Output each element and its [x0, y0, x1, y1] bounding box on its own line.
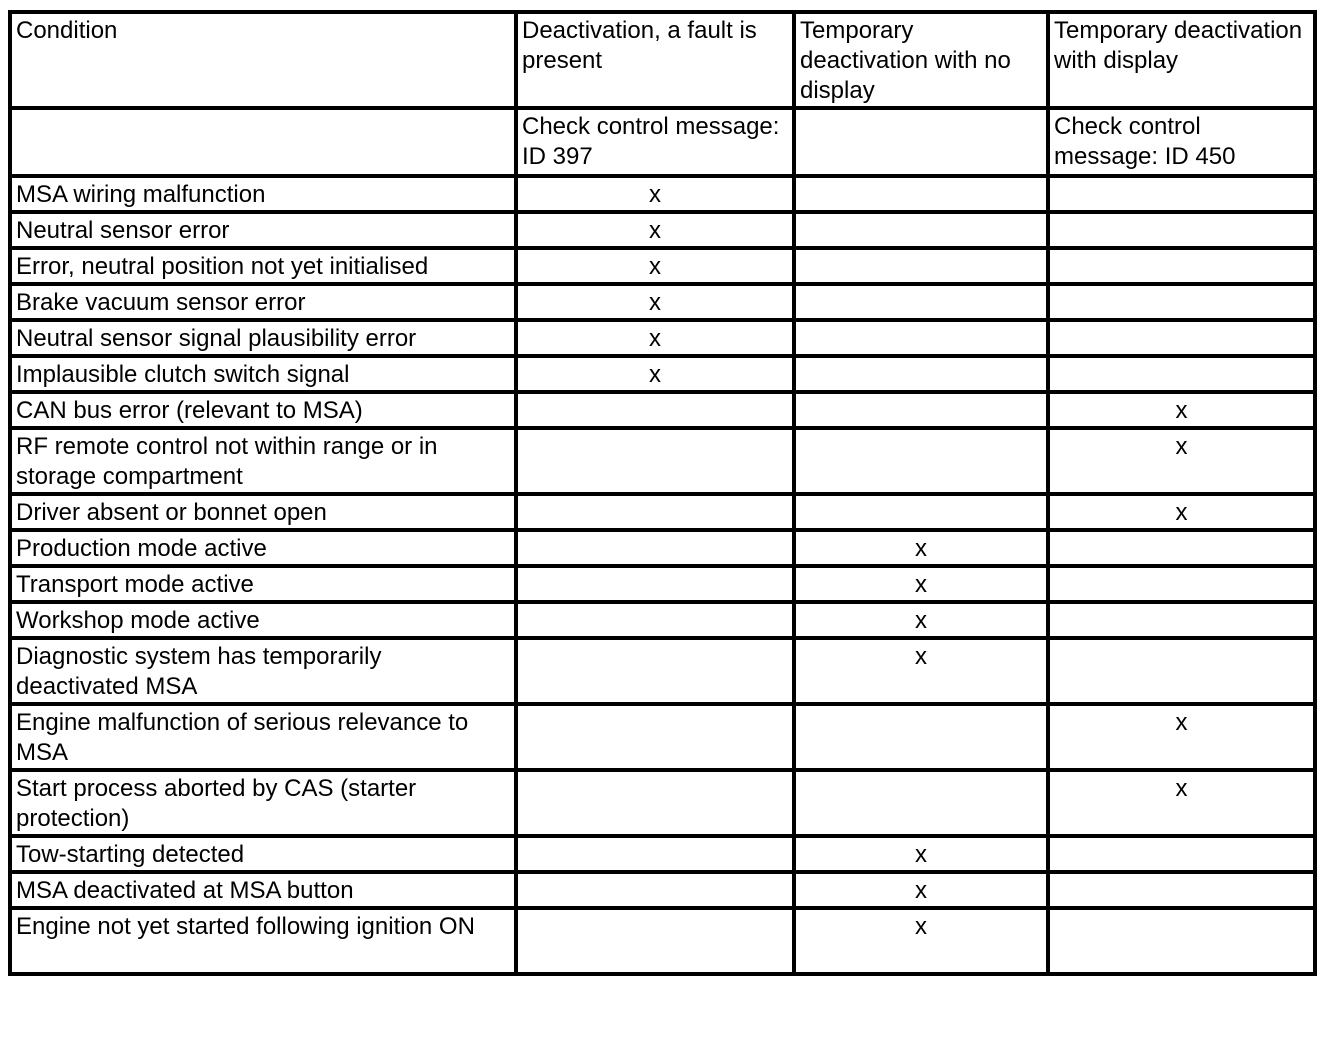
- mark-cell: [516, 566, 794, 602]
- header-condition: Condition: [10, 12, 516, 108]
- mark-cell: [516, 392, 794, 428]
- condition-cell: Engine malfunction of serious relevance to MSA: [10, 704, 516, 770]
- condition-cell: Neutral sensor signal plausibility error: [10, 320, 516, 356]
- mark-cell: x: [794, 530, 1048, 566]
- condition-cell: Driver absent or bonnet open: [10, 494, 516, 530]
- mark-cell: [1048, 212, 1315, 248]
- condition-cell: Diagnostic system has temporarily deactivated MSA: [10, 638, 516, 704]
- mark-cell: [794, 392, 1048, 428]
- table-row: [10, 530, 1315, 566]
- mark-cell: [794, 284, 1048, 320]
- mark-cell: x: [1048, 494, 1315, 530]
- mark-cell: [516, 836, 794, 872]
- header-temporary-no-display: Temporary deactivation with no display: [794, 12, 1048, 108]
- mark-cell: [1048, 872, 1315, 908]
- mark-cell: [1048, 602, 1315, 638]
- mark-cell: x: [794, 908, 1048, 974]
- table-row: [10, 566, 1315, 602]
- mark-cell: x: [794, 638, 1048, 704]
- mark-cell: [1048, 908, 1315, 974]
- condition-cell: Tow-starting detected: [10, 836, 516, 872]
- table-row: [10, 356, 1315, 392]
- mark-cell: [516, 770, 794, 836]
- subheader-check-control-397: Check control message: ID 397: [516, 108, 794, 176]
- mark-cell: [794, 248, 1048, 284]
- condition-cell: CAN bus error (relevant to MSA): [10, 392, 516, 428]
- mark-cell: [794, 704, 1048, 770]
- condition-cell: MSA wiring malfunction: [10, 176, 516, 212]
- subheader-check-control-450: Check control message: ID 450: [1048, 108, 1315, 176]
- condition-cell: Transport mode active: [10, 566, 516, 602]
- table-row: [10, 836, 1315, 872]
- table-row: [10, 638, 1315, 704]
- condition-cell: Production mode active: [10, 530, 516, 566]
- mark-cell: [1048, 638, 1315, 704]
- mark-cell: x: [516, 212, 794, 248]
- header-deactivation-fault: Deactivation, a fault is present: [516, 12, 794, 108]
- condition-cell: Error, neutral position not yet initialised: [10, 248, 516, 284]
- condition-cell: Neutral sensor error: [10, 212, 516, 248]
- table-row: [10, 770, 1315, 836]
- condition-cell: Implausible clutch switch signal: [10, 356, 516, 392]
- table-row: [10, 212, 1315, 248]
- subheader-condition: [10, 108, 516, 176]
- mark-cell: [516, 494, 794, 530]
- mark-cell: [516, 872, 794, 908]
- table-row: [10, 494, 1315, 530]
- mark-cell: x: [794, 872, 1048, 908]
- mark-cell: [794, 494, 1048, 530]
- mark-cell: [794, 320, 1048, 356]
- mark-cell: [516, 638, 794, 704]
- msa-conditions-table: [8, 10, 1317, 976]
- mark-cell: [1048, 284, 1315, 320]
- subheader-empty: [794, 108, 1048, 176]
- mark-cell: x: [794, 602, 1048, 638]
- condition-cell: MSA deactivated at MSA button: [10, 872, 516, 908]
- mark-cell: [794, 428, 1048, 494]
- mark-cell: [794, 176, 1048, 212]
- mark-cell: [516, 908, 794, 974]
- subheader-row: [10, 108, 1315, 176]
- mark-cell: x: [516, 176, 794, 212]
- mark-cell: [1048, 566, 1315, 602]
- mark-cell: x: [516, 284, 794, 320]
- mark-cell: [1048, 248, 1315, 284]
- mark-cell: [794, 212, 1048, 248]
- table-row: [10, 908, 1315, 974]
- mark-cell: [1048, 320, 1315, 356]
- table-row: [10, 284, 1315, 320]
- mark-cell: [516, 428, 794, 494]
- condition-cell: Engine not yet started following ignition ON: [10, 908, 516, 974]
- table-row: [10, 602, 1315, 638]
- mark-cell: x: [516, 248, 794, 284]
- table-row: [10, 320, 1315, 356]
- mark-cell: [516, 602, 794, 638]
- condition-cell: Brake vacuum sensor error: [10, 284, 516, 320]
- mark-cell: x: [1048, 704, 1315, 770]
- mark-cell: [1048, 356, 1315, 392]
- mark-cell: x: [794, 836, 1048, 872]
- mark-cell: [1048, 836, 1315, 872]
- header-temporary-with-display: Temporary deactivation with display: [1048, 12, 1315, 108]
- mark-cell: x: [1048, 392, 1315, 428]
- condition-cell: RF remote control not within range or in storage compartment: [10, 428, 516, 494]
- mark-cell: x: [1048, 770, 1315, 836]
- condition-cell: Start process aborted by CAS (starter protection): [10, 770, 516, 836]
- table-row: [10, 872, 1315, 908]
- mark-cell: [1048, 176, 1315, 212]
- mark-cell: x: [516, 356, 794, 392]
- mark-cell: [794, 356, 1048, 392]
- mark-cell: x: [794, 566, 1048, 602]
- mark-cell: [516, 530, 794, 566]
- mark-cell: [1048, 530, 1315, 566]
- table-row: [10, 176, 1315, 212]
- table-row: [10, 392, 1315, 428]
- table-row: [10, 248, 1315, 284]
- mark-cell: [794, 770, 1048, 836]
- table-row: [10, 704, 1315, 770]
- condition-cell: Workshop mode active: [10, 602, 516, 638]
- header-row: [10, 12, 1315, 108]
- table-row: [10, 428, 1315, 494]
- mark-cell: x: [516, 320, 794, 356]
- mark-cell: x: [1048, 428, 1315, 494]
- mark-cell: [516, 704, 794, 770]
